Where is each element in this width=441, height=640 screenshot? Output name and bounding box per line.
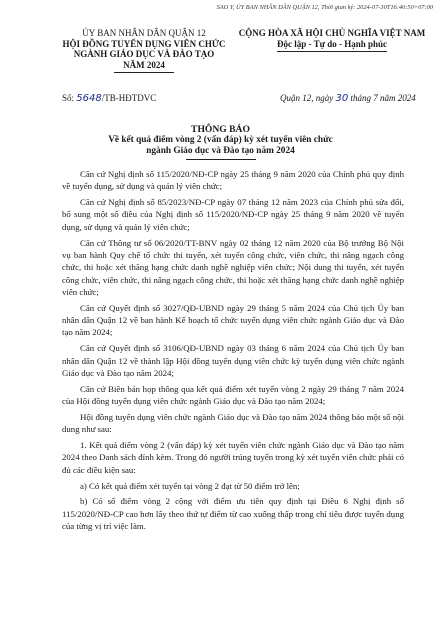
doc-number-handwritten: 5648 (76, 93, 102, 104)
body-paragraph: Căn cứ Nghị định số 115/2020/NĐ-CP ngày 25 tháng 9 năm 2020 của Chính phủ quy định về tuyển dụng, sử dụng và quản lý viên chức; (62, 169, 404, 192)
body-paragraph: b) Có số điểm vòng 2 cộng với điểm ưu tiên quy định tại Điều 6 Nghị định số 115/2020/NĐ-CP cao hơn lấy theo thứ tự điểm từ cao xuống thấp trong chỉ tiêu được tuyển dụng của từng vị trí việc làm. (62, 496, 404, 532)
document-date (280, 93, 416, 104)
authority-line-3: NGÀNH GIÁO DỤC VÀ ĐÀO TẠO (73, 49, 215, 59)
doc-number-suffix: /TB-HĐTDVC (101, 93, 157, 103)
authority-line-1: ỦY BAN NHÂN DÂN QUẬN 12 (82, 28, 206, 38)
issuing-authority (44, 28, 244, 73)
national-motto (232, 28, 432, 52)
body-paragraph: 1. Kết quả điểm vòng 2 (vấn đáp) kỳ xét tuyển viên chức ngành Giáo dục và Đào tạo năm 2024 theo Danh sách đính kèm. Trong đó người trúng tuyển trong kỳ xét tuyển viên chức phải có đủ các điều kiện sau: (62, 440, 404, 475)
body-paragraph: Căn cứ Nghị định số 85/2023/NĐ-CP ngày 07 tháng 12 năm 2023 của Chính phủ sửa đổi, bổ sung một số điều của Nghị định số 115/2020/NĐ-CP ngày 25 tháng 9 năm 2020 về tuyển dụng, sử dụng và quản lý viên chức; (62, 197, 404, 232)
authority-line-4: NĂM 2024 (123, 59, 165, 70)
country-name: CỘNG HÒA XÃ HỘI CHỦ NGHĨA VIỆT NAM (238, 28, 426, 38)
motto-underline (277, 51, 387, 52)
title-line-3: ngành Giáo dục và Đào tạo năm 2024 (146, 146, 295, 156)
body-paragraph: Căn cứ Quyết định số 3106/QĐ-UBND ngày 03 tháng 6 năm 2024 của Chủ tịch Ủy ban nhân dân Quận 12 về thành lập Hội đồng tuyển dụng viên chức kỳ tuyển dụng viên chức ngành Giáo dục và Đào tạo năm 2024; (62, 343, 404, 378)
body-paragraph: Căn cứ Thông tư số 06/2020/TT-BNV ngày 02 tháng 12 năm 2020 của Bộ trưởng Bộ Nội vụ ban hành Quy chế tổ chức thi tuyển, xét tuyển công chức, viên chức, thi nâng ngạch công chức, thi hoặc xét thăng hạng chức danh nghề nghiệp viên chức; Nội dung thi tuyển, xét tuyển công chức, viên chức, thi nâng ngạch công chức, thi hoặc xét thăng hạng chức danh nghề nghiệp viên chức; (62, 237, 404, 297)
document-title (0, 124, 441, 160)
authority-line-2: HỘI ĐỒNG TUYỂN DỤNG VIÊN CHỨC (62, 38, 226, 49)
title-line-1: THÔNG BÁO (191, 124, 250, 135)
digital-copy-stamp: SAO Y, ỦY BAN NHÂN DÂN QUẬN 12, Thời gian ký: 2024-07-30T16:40:50+07:00 (216, 4, 433, 11)
document-number (62, 93, 156, 104)
body-paragraph: Hội đồng tuyển dụng viên chức ngành Giáo dục và Đào tạo năm 2024 thông báo một số nội dung như sau: (62, 411, 404, 435)
doc-number-label: Số: (62, 93, 75, 103)
document-body (62, 168, 404, 536)
authority-underline (114, 72, 174, 73)
motto: Độc lập - Tự do - Hạnh phúc (276, 38, 387, 49)
date-day-handwritten: 30 (335, 93, 349, 104)
title-line-2: Về kết quả điểm vòng 2 (vấn đáp) kỳ xét tuyển viên chức (108, 135, 333, 145)
body-paragraph: Căn cứ Biên bản họp thông qua kết quả điểm xét tuyển vòng 2 ngày 29 tháng 7 năm 2024 của Hội đồng tuyển dụng viên chức ngành Giáo dục và Đào tạo năm 2024; (62, 383, 404, 407)
body-paragraph: Căn cứ Quyết định số 3027/QĐ-UBND ngày 29 tháng 5 năm 2024 của Chủ tịch Ủy ban nhân dân Quận 12 về ban hành Kế hoạch tổ chức tuyển dụng viên chức ngành Giáo dục và Đào tạo năm 2024; (62, 302, 404, 338)
title-underline (186, 159, 256, 160)
body-paragraph: a) Có kết quả điểm xét tuyển tại vòng 2 đạt từ 50 điểm trở lên; (80, 480, 300, 491)
date-suffix: tháng 7 năm 2024 (350, 93, 416, 103)
date-prefix: Quận 12, ngày (280, 93, 334, 103)
